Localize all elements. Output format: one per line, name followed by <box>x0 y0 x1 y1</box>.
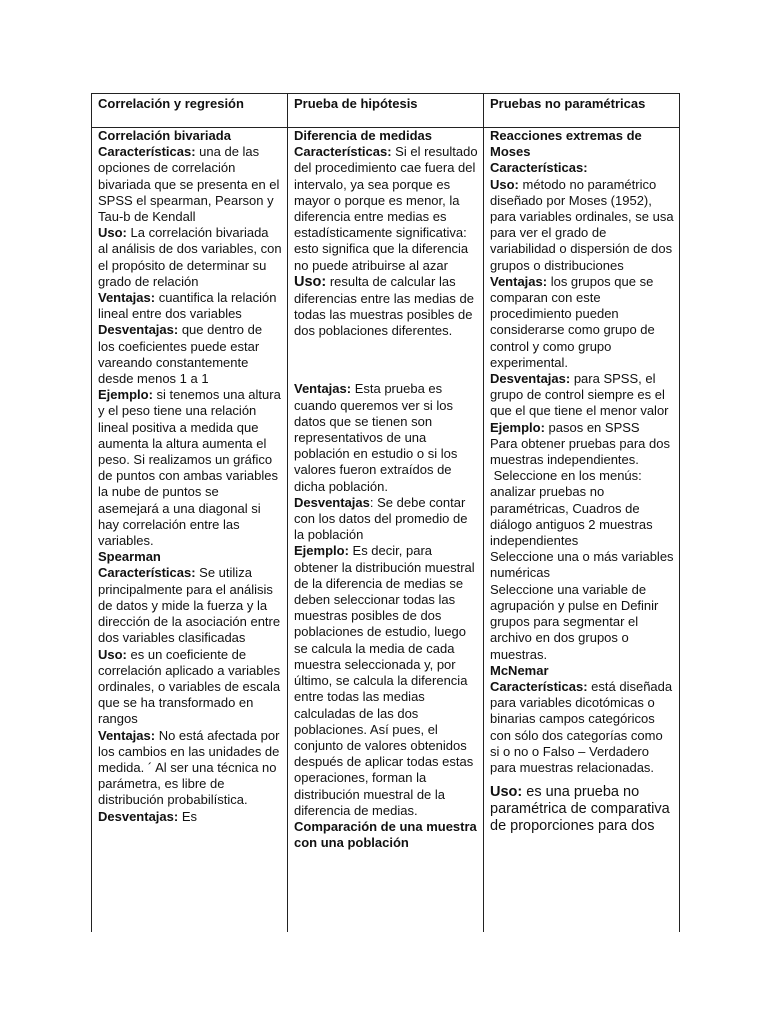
paragraph: Ejemplo: si tenemos una altura y el peso tiene una relación lineal positiva a medida que aumenta la altura aumenta el peso. Si realizamos un gráfico de puntos con ambas variables la nube de puntos se asemejará a una diagonal si hay correlación entre las variables. <box>98 387 281 549</box>
paragraph: Uso: método no paramétrico diseñado por Moses (1952), para variables ordinales, se usa para ver el grado de variabilidad o dispersión de dos grupos o distribuciones <box>490 176 674 273</box>
paragraph: Desventajas: para SPSS, el grupo de control siempre es el que el que tiene el menor valor <box>490 371 669 419</box>
paragraph: Tau-b de Kendall <box>98 209 196 225</box>
column-hipotesis <box>294 128 478 851</box>
paragraph: Seleccione una o más variables numéricas <box>490 549 674 581</box>
paragraph: Uso: es una prueba no paramétrica de comparativa de proporciones para dos <box>490 784 670 835</box>
section-heading: Spearman <box>98 549 161 565</box>
paragraph: Ventajas: No está afectada por los cambios en las unidades de medida. ´ Al ser una técnica no parámetra, es libre de distribución probabilística. <box>98 727 280 808</box>
spacer <box>294 339 478 381</box>
section-heading: Correlación bivariada <box>98 128 231 143</box>
column-divider <box>287 94 288 932</box>
paragraph: Seleccione en los menús: analizar pruebas no paramétricas, Cuadros de diálogo antiguos 2 muestras independientes <box>490 468 657 549</box>
table-header-row <box>92 94 679 128</box>
paragraph: Seleccione una variable de agrupación y pulse en Definir grupos para segmentar el archivo en dos grupos o muestras. <box>490 581 659 662</box>
paragraph: Características: Si el resultado del procedimiento cae fuera del intervalo, ya sea porque es mayor o porque es menor, la diferencia entre medias es estadísticamente significativa: esto significa que la diferencia no puede atribuirse al azar <box>294 144 478 273</box>
column-correlacion <box>98 128 282 825</box>
paragraph: Para obtener pruebas para dos muestras independientes. <box>490 435 670 468</box>
spacer <box>490 776 674 784</box>
paragraph: Ejemplo: Es decir, para obtener la distribución muestral de la diferencia de medias se deben seleccionar todas las muestras posibles de dos poblaciones de estudio, luego se calcula la media de cada muestra seleccionada y, por último, se calcula la diferencia entre todas las medias calculadas de las dos poblaciones. Así pues, el conjunto de valores obtenidos después de aplicar todas estas operaciones, forman la distribución muestral de la diferencia de medias. <box>294 543 475 818</box>
paragraph: Desventajas: que dentro de los coeficientes puede estar vareando constantemente desde menos 1 a 1 <box>98 322 263 387</box>
column-no-parametricas <box>490 128 674 835</box>
header-no-parametricas: Pruebas no paramétricas <box>490 96 646 111</box>
section-heading: Reacciones extremas de Moses <box>490 128 642 160</box>
paragraph: Ejemplo: pasos en SPSS <box>490 419 640 435</box>
paragraph: Características: Se utiliza principalmente para el análisis de datos y mide la fuerza y la dirección de la asociación entre dos variables clasificadas <box>98 565 281 646</box>
paragraph: Uso: es un coeficiente de correlación aplicado a variables ordinales, o variables de escala que se ha transformado en rangos <box>98 646 281 727</box>
header-hipotesis: Prueba de hipótesis <box>294 96 418 111</box>
paragraph: Ventajas: los grupos que se comparan con este procedimiento pueden considerarse como grupo de control y como grupo experimental. <box>490 273 655 370</box>
paragraph: Ventajas: cuantifica la relación lineal entre dos variables <box>98 290 277 322</box>
paragraph: Características: una de las opciones de correlación bivariada que se presenta en el SPSS el spearman, Pearson y <box>98 144 280 208</box>
comparison-table <box>91 93 680 932</box>
header-correlacion: Correlación y regresión <box>98 96 244 111</box>
paragraph: Desventajas: Es <box>98 808 198 824</box>
paragraph: Desventajas: Se debe contar con los datos del promedio de la población <box>294 494 468 543</box>
section-heading: Comparación de una muestra con una población <box>294 818 477 851</box>
column-divider <box>483 94 484 932</box>
section-heading: Diferencia de medidas <box>294 128 432 143</box>
paragraph: Uso: resulta de calcular las diferencias entre las medias de todas las muestras posibles de dos poblaciones diferentes. <box>294 273 474 339</box>
paragraph: Uso: La correlación bivariada al análisis de dos variables, con el propósito de determinar su grado de relación <box>98 225 282 289</box>
paragraph: Características: <box>490 160 588 176</box>
paragraph: Ventajas: Esta prueba es cuando queremos ver si los datos que se tienen son representativos de una población en estudio o si los valores fueron extraídos de dicha población. <box>294 381 458 494</box>
section-heading: McNemar <box>490 662 549 678</box>
paragraph: Características: está diseñada para variables dicotómicas o binarias campos categóricos con sólo dos categorías como si o no o Falso – Verdadero para muestras relacionadas. <box>490 678 673 775</box>
